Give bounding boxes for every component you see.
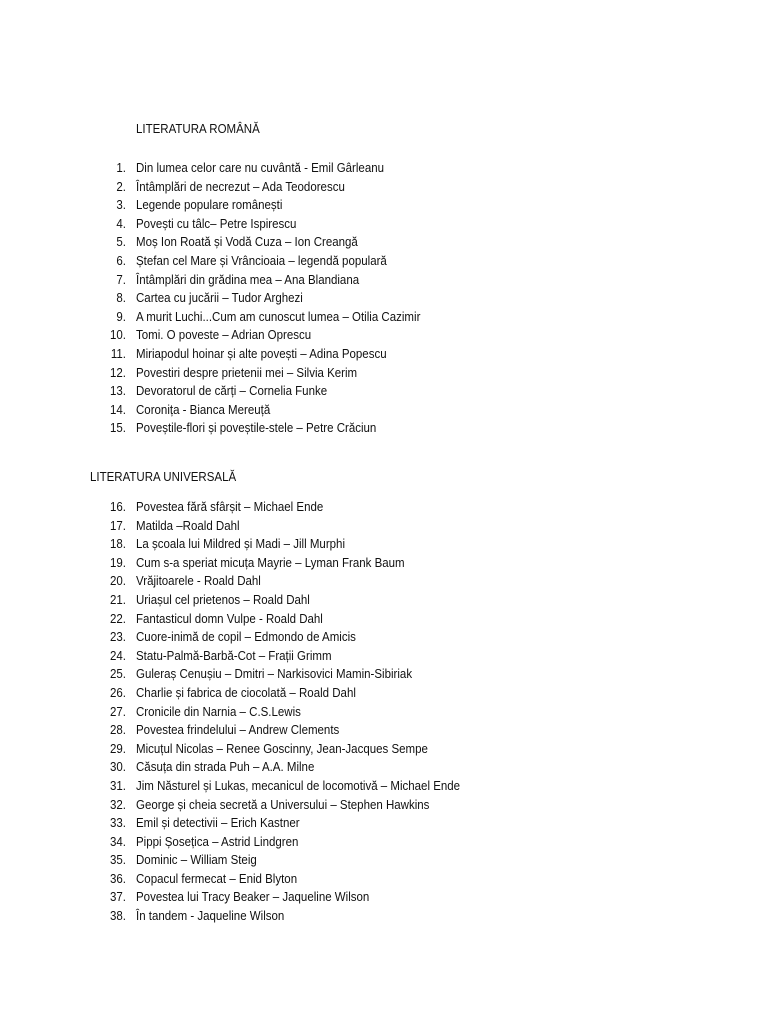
list-item-number: 30. [110,760,126,775]
list-item-number: 34. [110,834,126,849]
list-item-number: 12. [110,365,126,380]
list-item-title: Fantasticul domn Vulpe - Roald Dahl [136,611,323,626]
list-item-number: 13. [110,384,126,399]
list-item-title: Întâmplări de necrezut – Ada Teodorescu [136,179,345,194]
list-item-title: În tandem - Jaqueline Wilson [136,909,285,924]
list-item-number: 14. [110,402,126,417]
list-item-title: Din lumea celor care nu cuvântă - Emil Gârleanu [136,161,385,175]
list-item-title: Statu-Palmă-Barbă-Cot – Frații Grimm [136,648,332,663]
list-item-number: 33. [110,816,126,831]
list-item-number: 23. [110,630,126,645]
list-item-number: 4. [116,216,126,231]
list-item-number: 7. [116,272,126,287]
list-item-number: 8. [116,291,126,306]
list-item-number: 21. [110,592,126,607]
list-item-number: 1. [116,161,126,175]
list-item-number: 35. [110,853,126,868]
list-item-title: Legende populare românești [136,198,283,213]
section-heading-universal: LITERATURA UNIVERSALĂ [90,470,237,484]
list-item-number: 2. [116,179,126,194]
list-item-title: Povestea fără sfârșit – Michael Ende [136,500,324,514]
list-item-title: Ștefan cel Mare și Vrâncioaia – legendă populară [136,253,387,268]
list-item-number: 9. [116,309,126,324]
list-item-number: 19. [110,555,126,570]
list-item-title: Povestiri despre prietenii mei – Silvia Kerim [136,365,358,380]
list-item-number: 26. [110,685,126,700]
list-item-title: Moș Ion Roată și Vodă Cuza – Ion Creangă [136,235,358,250]
list-item-number: 36. [110,871,126,886]
list-item-number: 28. [110,723,126,738]
list-item-title: Vrăjitoarele - Roald Dahl [136,574,261,589]
list-item-number: 11. [110,346,126,361]
list-item-title: Povestea frindelului – Andrew Clements [136,723,340,738]
list-item-title: Emil și detectivii – Erich Kastner [136,816,300,831]
list-item-title: Uriașul cel prietenos – Roald Dahl [136,592,310,607]
list-item-title: Întâmplări din grădina mea – Ana Blandiana [136,272,360,287]
list-item-number: 29. [110,741,126,756]
list-item-title: Charlie și fabrica de ciocolată – Roald Dahl [136,685,356,700]
list-item-title: Tomi. O poveste – Adrian Oprescu [136,328,312,343]
list-item-title: Povestea lui Tracy Beaker – Jaqueline Wilson [136,890,370,905]
list-item-title: Devoratorul de cărți – Cornelia Funke [136,384,328,399]
list-item-number: 16. [110,500,126,514]
list-item-title: Matilda –Roald Dahl [136,518,240,533]
list-item-title: Copacul fermecat – Enid Blyton [136,871,298,886]
list-item-number: 24. [110,648,126,663]
list-item-number: 25. [110,667,126,682]
list-item-number: 5. [116,235,126,250]
list-item-title: Cuore-inimă de copil – Edmondo de Amicis [136,630,356,645]
list-item-number: 32. [110,797,126,812]
list-item-number: 18. [110,537,126,552]
list-item-number: 6. [116,253,126,268]
list-item-title: La școala lui Mildred și Madi – Jill Murphi [136,537,346,552]
list-item-number: 20. [110,574,126,589]
list-item-title: Micuțul Nicolas – Renee Goscinny, Jean-Jacques Sempe [136,741,428,756]
list-item-title: Jim Năsturel și Lukas, mecanicul de locomotivă – Michael Ende [136,778,461,793]
list-item-number: 15. [110,421,126,436]
section-heading-romanian: LITERATURA ROMÂNĂ [136,122,260,136]
list-item-number: 10. [110,328,126,343]
list-item-title: Dominic – William Steig [136,853,257,868]
list-item-title: George și cheia secretă a Universului – Stephen Hawkins [136,797,430,812]
list-item-title: Miriapodul hoinar și alte povești – Adina Popescu [136,346,387,361]
list-item-title: Poveștile-flori și poveștile-stele – Petre Crăciun [136,421,377,436]
list-item-number: 31. [110,778,126,793]
list-item-title: Coronița - Bianca Mereuță [136,402,271,417]
list-item-title: Căsuța din strada Puh – A.A. Milne [136,760,315,775]
list-item-title: Povești cu tâlc– Petre Ispirescu [136,216,297,231]
list-item-number: 3. [116,198,126,213]
list-item-title: Cartea cu jucării – Tudor Arghezi [136,291,303,306]
list-item-title: Gulerаș Cenușiu – Dmitri – Narkisovici Mamin-Sibiriak [136,667,413,682]
list-item-number: 38. [110,909,126,924]
list-item-title: Cum s-a speriat micuța Mayrie – Lyman Frank Baum [136,555,405,570]
list-item-number: 17. [110,518,126,533]
list-item-number: 27. [110,704,126,719]
list-item-number: 22. [110,611,126,626]
list-item-title: A murit Luchi...Cum am cunoscut lumea – Otilia Cazimir [136,309,421,324]
list-item-title: Cronicile din Narnia – C.S.Lewis [136,704,301,719]
list-item-number: 37. [110,890,126,905]
list-item-title: Pippi Șosețica – Astrid Lindgren [136,834,299,849]
